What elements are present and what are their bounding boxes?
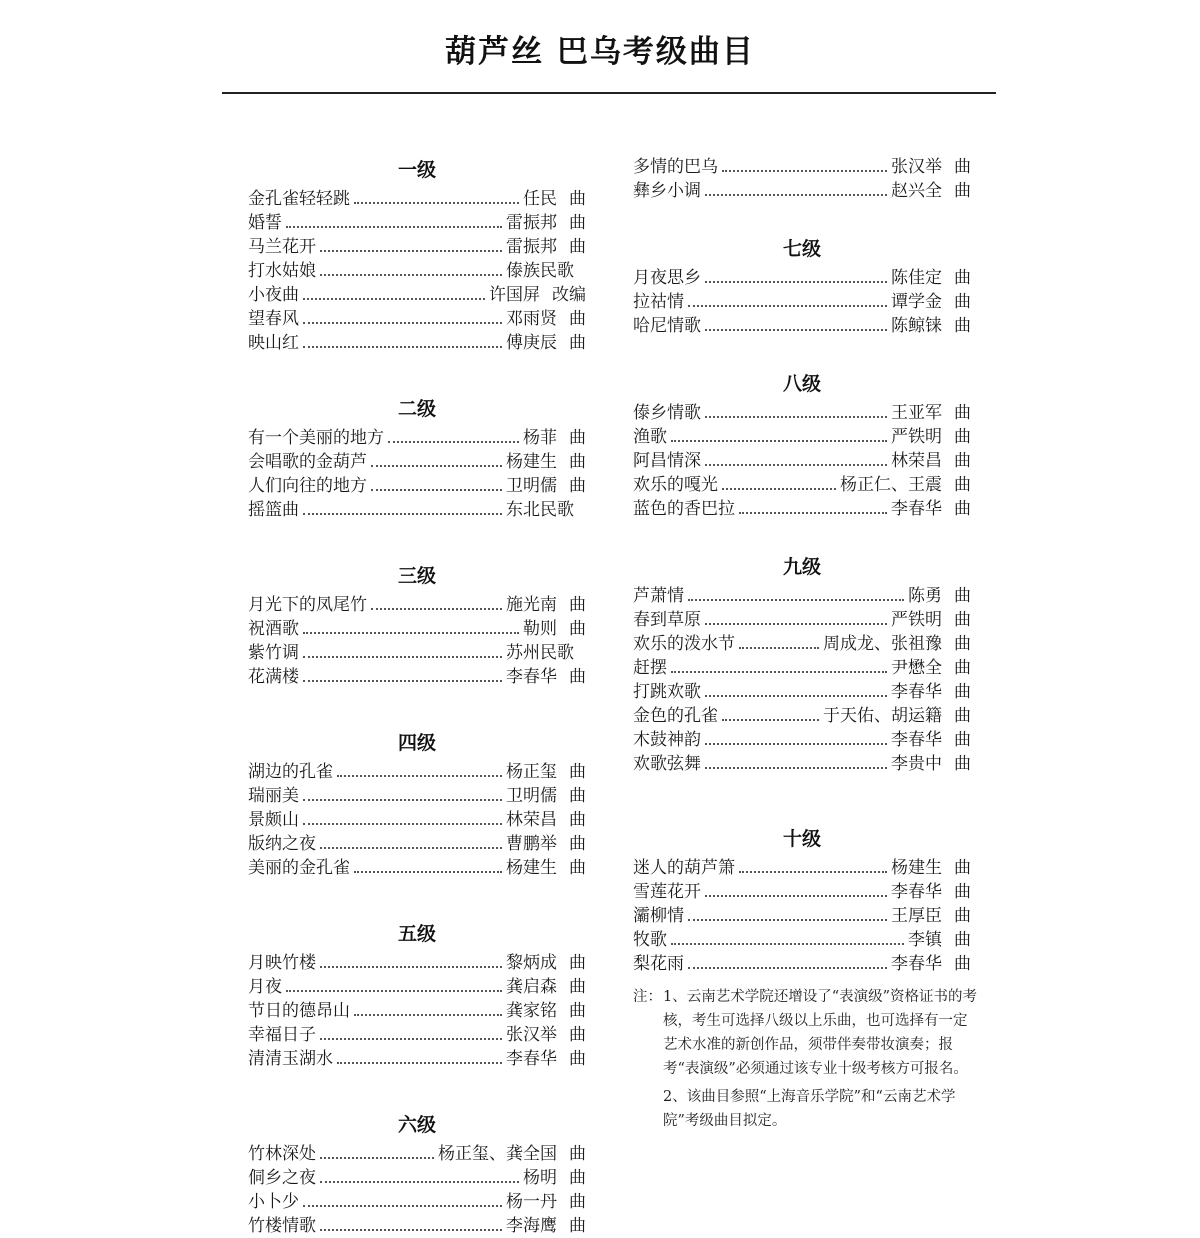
author-role: 曲	[954, 682, 971, 702]
list-item	[633, 314, 971, 338]
list-item	[633, 155, 971, 179]
piece-author: 雷振邦	[506, 237, 557, 257]
piece-author: 杨菲	[523, 428, 557, 448]
list-item	[633, 952, 971, 976]
dot-leader	[705, 767, 887, 769]
dot-leader	[739, 647, 819, 649]
piece-author: 杨建生	[891, 858, 942, 878]
list-item	[633, 656, 971, 680]
list-item	[248, 1142, 586, 1166]
dot-leader	[739, 871, 887, 873]
author-role: 曲	[954, 475, 971, 495]
list-item	[633, 179, 971, 203]
list-item	[248, 331, 586, 355]
dot-leader	[303, 632, 519, 634]
dot-leader	[688, 967, 887, 969]
author-role: 曲	[569, 1025, 586, 1045]
piece-author: 施光南	[506, 595, 557, 615]
piece-author: 龚启森	[506, 977, 557, 997]
list-item	[633, 856, 971, 880]
piece-author: 李春华	[891, 682, 942, 702]
author-role: 曲	[569, 619, 586, 639]
dot-leader	[705, 464, 887, 466]
piece-author: 李镇	[908, 930, 942, 950]
author-role: 曲	[569, 237, 586, 257]
piece-author: 许国屏	[489, 285, 540, 305]
grade-heading: 五级	[397, 923, 436, 945]
piece-author: 杨建生	[506, 452, 557, 472]
list-item	[248, 593, 586, 617]
dot-leader	[705, 695, 887, 697]
piece-title: 打跳欢歌	[633, 682, 701, 702]
piece-author: 林荣昌	[891, 451, 942, 471]
piece-title: 多情的巴乌	[633, 157, 718, 177]
list-item	[248, 1047, 586, 1071]
piece-title: 小夜曲	[248, 285, 299, 305]
dot-leader	[671, 440, 887, 442]
piece-author: 杨正玺	[506, 762, 557, 782]
dot-leader	[320, 250, 502, 252]
author-role: 曲	[569, 786, 586, 806]
author-role: 曲	[569, 977, 586, 997]
list-item	[248, 426, 586, 450]
list-item	[248, 856, 586, 880]
piece-title: 会唱歌的金葫芦	[248, 452, 367, 472]
dot-leader	[739, 512, 887, 514]
author-role: 曲	[569, 1168, 586, 1188]
author-role: 曲	[954, 292, 971, 312]
piece-author: 王厚臣	[891, 906, 942, 926]
grade-heading: 一级	[397, 159, 436, 181]
author-role: 曲	[954, 930, 971, 950]
author-role: 曲	[954, 586, 971, 606]
piece-title: 有一个美丽的地方	[248, 428, 384, 448]
dot-leader	[705, 895, 887, 897]
piece-title: 小卜少	[248, 1192, 299, 1212]
dot-leader	[320, 847, 502, 849]
dot-leader	[320, 1229, 502, 1231]
list-item	[248, 999, 586, 1023]
list-item	[248, 259, 586, 283]
dot-leader	[705, 743, 887, 745]
dot-leader	[722, 170, 887, 172]
author-role: 曲	[954, 427, 971, 447]
list-item	[248, 474, 586, 498]
dot-leader	[671, 671, 887, 673]
piece-title: 哈尼情歌	[633, 316, 701, 336]
list-item	[248, 211, 586, 235]
dot-leader	[705, 416, 887, 418]
author-role: 曲	[569, 953, 586, 973]
piece-title: 打水姑娘	[248, 261, 316, 281]
dot-leader	[320, 1181, 519, 1183]
dot-leader	[320, 274, 502, 276]
dot-leader	[303, 298, 485, 300]
piece-title: 牧歌	[633, 930, 667, 950]
piece-title: 人们向往的地方	[248, 476, 367, 496]
grade-heading: 六级	[397, 1114, 436, 1136]
list-item	[248, 951, 586, 975]
list-item	[248, 617, 586, 641]
piece-author: 王亚军	[891, 403, 942, 423]
author-role: 曲	[954, 403, 971, 423]
list-item	[248, 498, 586, 522]
list-item	[248, 665, 586, 689]
piece-title: 月夜思乡	[633, 268, 701, 288]
piece-title: 蓝色的香巴拉	[633, 499, 735, 519]
author-role: 曲	[569, 1049, 586, 1069]
piece-author: 杨正玺、龚全国	[438, 1144, 557, 1164]
author-role: 曲	[569, 428, 586, 448]
piece-author: 卫明儒	[506, 786, 557, 806]
piece-title: 望春风	[248, 309, 299, 329]
dot-leader	[388, 441, 519, 443]
left-column	[248, 155, 586, 1238]
piece-title: 彝乡小调	[633, 181, 701, 201]
author-role: 曲	[569, 213, 586, 233]
author-role: 曲	[569, 810, 586, 830]
dot-leader	[286, 226, 502, 228]
dot-leader	[705, 329, 887, 331]
piece-title: 阿昌情深	[633, 451, 701, 471]
author-role: 曲	[954, 451, 971, 471]
list-item	[633, 584, 971, 608]
piece-author: 陈鲸铼	[891, 316, 942, 336]
piece-title: 欢歌弦舞	[633, 754, 701, 774]
list-item	[633, 608, 971, 632]
piece-title: 侗乡之夜	[248, 1168, 316, 1188]
list-item	[248, 307, 586, 331]
list-item	[633, 449, 971, 473]
author-role: 曲	[954, 316, 971, 336]
list-item	[633, 752, 971, 776]
piece-title: 渔歌	[633, 427, 667, 447]
list-item	[248, 1023, 586, 1047]
list-item	[633, 632, 971, 656]
piece-author: 苏州民歌	[506, 643, 574, 663]
piece-title: 金孔雀轻轻跳	[248, 189, 350, 209]
piece-author: 于天佑、胡运籍	[823, 706, 942, 726]
piece-author: 李春华	[891, 499, 942, 519]
list-item	[248, 975, 586, 999]
dot-leader	[354, 1014, 502, 1016]
author-role: 曲	[954, 634, 971, 654]
note-prefix: 注：	[633, 989, 662, 1005]
list-item	[248, 784, 586, 808]
piece-title: 金色的孔雀	[633, 706, 718, 726]
piece-author: 李春华	[891, 730, 942, 750]
dot-leader	[688, 305, 887, 307]
piece-title: 景颇山	[248, 810, 299, 830]
dot-leader	[337, 775, 502, 777]
author-role: 曲	[569, 762, 586, 782]
piece-title: 拉祜情	[633, 292, 684, 312]
author-role: 曲	[954, 882, 971, 902]
right-column	[633, 155, 971, 976]
piece-author: 杨正仁、王震	[840, 475, 942, 495]
piece-title: 马兰花开	[248, 237, 316, 257]
piece-title: 幸福日子	[248, 1025, 316, 1045]
piece-author: 杨明	[523, 1168, 557, 1188]
author-role: 曲	[569, 1192, 586, 1212]
piece-title: 清清玉湖水	[248, 1049, 333, 1069]
piece-author: 李贵中	[891, 754, 942, 774]
author-role: 曲	[569, 189, 586, 209]
note-2: 2、该曲目参照“上海音乐学院”和“云南艺术学院”考级曲目拟定。	[663, 1089, 956, 1129]
author-role: 曲	[954, 954, 971, 974]
author-role: 曲	[954, 858, 971, 878]
page-title: 葫芦丝 巴乌考级曲目	[445, 34, 755, 70]
author-role: 曲	[954, 610, 971, 630]
dot-leader	[688, 919, 887, 921]
dot-leader	[303, 513, 502, 515]
piece-author: 曹鹏举	[506, 834, 557, 854]
author-role: 曲	[954, 754, 971, 774]
piece-title: 赶摆	[633, 658, 667, 678]
piece-author: 陈佳定	[891, 268, 942, 288]
piece-title: 芦萧情	[633, 586, 684, 606]
piece-author: 陈勇	[908, 586, 942, 606]
piece-title: 映山红	[248, 333, 299, 353]
grade-heading: 九级	[782, 556, 821, 578]
list-item	[248, 641, 586, 665]
author-role: 曲	[954, 181, 971, 201]
piece-author: 黎炳成	[506, 953, 557, 973]
piece-author: 周成龙、张祖豫	[823, 634, 942, 654]
piece-author: 张汉举	[506, 1025, 557, 1045]
piece-author: 李春华	[506, 667, 557, 687]
piece-author: 杨一丹	[506, 1192, 557, 1212]
list-item	[248, 760, 586, 784]
piece-author: 勒则	[523, 619, 557, 639]
piece-author: 李春华	[891, 882, 942, 902]
piece-title: 婚誓	[248, 213, 282, 233]
piece-title: 摇篮曲	[248, 500, 299, 520]
dot-leader	[688, 599, 904, 601]
dot-leader	[303, 1205, 502, 1207]
piece-title: 湖边的孔雀	[248, 762, 333, 782]
piece-title: 花满楼	[248, 667, 299, 687]
piece-title: 竹楼情歌	[248, 1216, 316, 1236]
piece-author: 龚家铭	[506, 1001, 557, 1021]
author-role: 曲	[954, 268, 971, 288]
author-role: 曲	[954, 706, 971, 726]
dot-leader	[354, 202, 519, 204]
piece-author: 杨建生	[506, 858, 557, 878]
dot-leader	[705, 281, 887, 283]
author-role: 曲	[569, 1144, 586, 1164]
grade-heading: 七级	[782, 238, 821, 260]
piece-title: 月映竹楼	[248, 953, 316, 973]
list-item	[633, 425, 971, 449]
piece-title: 版纳之夜	[248, 834, 316, 854]
list-item	[248, 187, 586, 211]
list-item	[633, 880, 971, 904]
list-item	[248, 1166, 586, 1190]
piece-author: 任民	[523, 189, 557, 209]
piece-author: 卫明儒	[506, 476, 557, 496]
grade-heading: 三级	[397, 565, 436, 587]
piece-author: 赵兴全	[891, 181, 942, 201]
dot-leader	[354, 871, 502, 873]
piece-author: 李海鹰	[506, 1216, 557, 1236]
piece-title: 月夜	[248, 977, 282, 997]
piece-author: 谭学金	[891, 292, 942, 312]
author-role: 曲	[569, 667, 586, 687]
dot-leader	[320, 966, 502, 968]
list-item	[248, 235, 586, 259]
piece-title: 月光下的凤尾竹	[248, 595, 367, 615]
author-role: 曲	[954, 730, 971, 750]
piece-author: 傣族民歌	[506, 261, 574, 281]
piece-title: 欢乐的泼水节	[633, 634, 735, 654]
grade-heading: 十级	[782, 828, 821, 850]
title-divider	[222, 92, 996, 94]
piece-author: 林荣昌	[506, 810, 557, 830]
piece-title: 祝酒歌	[248, 619, 299, 639]
list-item	[633, 704, 971, 728]
piece-title: 梨花雨	[633, 954, 684, 974]
dot-leader	[303, 680, 502, 682]
author-role: 曲	[569, 452, 586, 472]
piece-title: 瑞丽美	[248, 786, 299, 806]
piece-title: 灞柳情	[633, 906, 684, 926]
piece-title: 迷人的葫芦箫	[633, 858, 735, 878]
dot-leader	[722, 488, 836, 490]
dot-leader	[371, 489, 502, 491]
dot-leader	[722, 719, 819, 721]
piece-title: 春到草原	[633, 610, 701, 630]
list-item	[248, 832, 586, 856]
piece-title: 竹林深处	[248, 1144, 316, 1164]
list-item	[248, 808, 586, 832]
piece-author: 李春华	[506, 1049, 557, 1069]
dot-leader	[705, 623, 887, 625]
author-role: 曲	[569, 309, 586, 329]
author-role: 曲	[954, 906, 971, 926]
dot-leader	[671, 943, 904, 945]
author-role: 曲	[954, 658, 971, 678]
piece-author: 东北民歌	[506, 500, 574, 520]
list-item	[633, 728, 971, 752]
dot-leader	[286, 990, 502, 992]
author-role: 曲	[569, 476, 586, 496]
dot-leader	[303, 322, 502, 324]
dot-leader	[320, 1038, 502, 1040]
author-role: 曲	[569, 1001, 586, 1021]
author-role: 曲	[569, 595, 586, 615]
piece-title: 傣乡情歌	[633, 403, 701, 423]
dot-leader	[337, 1062, 502, 1064]
list-item	[633, 904, 971, 928]
dot-leader	[303, 799, 502, 801]
grade-heading: 二级	[397, 398, 436, 420]
piece-title: 木鼓神韵	[633, 730, 701, 750]
list-item	[633, 680, 971, 704]
piece-author: 严铁明	[891, 427, 942, 447]
list-item	[248, 283, 586, 307]
piece-author: 严铁明	[891, 610, 942, 630]
author-role: 曲	[569, 333, 586, 353]
list-item	[248, 1190, 586, 1214]
grade-heading: 四级	[397, 732, 436, 754]
list-item	[633, 928, 971, 952]
piece-title: 欢乐的嘎光	[633, 475, 718, 495]
author-role: 曲	[569, 858, 586, 878]
list-item	[633, 290, 971, 314]
piece-author: 李春华	[891, 954, 942, 974]
dot-leader	[303, 346, 502, 348]
piece-title: 紫竹调	[248, 643, 299, 663]
list-item	[633, 266, 971, 290]
piece-author: 雷振邦	[506, 213, 557, 233]
dot-leader	[371, 608, 502, 610]
piece-title: 雪莲花开	[633, 882, 701, 902]
dot-leader	[705, 194, 887, 196]
author-role: 曲	[569, 834, 586, 854]
piece-author: 张汉举	[891, 157, 942, 177]
dot-leader	[320, 1157, 434, 1159]
list-item	[633, 401, 971, 425]
notes	[633, 985, 978, 1133]
piece-author: 尹懋全	[891, 658, 942, 678]
piece-author: 傅庚辰	[506, 333, 557, 353]
dot-leader	[371, 465, 502, 467]
note-1: 1、云南艺术学院还增设了“表演级”资格证书的考核，考生可选择八级以上乐曲，也可选择有一定艺术水准的新创作品，须带伴奏带妆演奏；报考“表演级”必须通过该专业十级考核方可报名。	[663, 989, 978, 1077]
list-item	[633, 497, 971, 521]
piece-title: 节日的德昂山	[248, 1001, 350, 1021]
author-role: 曲	[954, 499, 971, 519]
piece-title: 美丽的金孔雀	[248, 858, 350, 878]
list-item	[633, 473, 971, 497]
dot-leader	[303, 656, 502, 658]
author-role: 曲	[569, 1216, 586, 1236]
piece-author: 邓雨贤	[506, 309, 557, 329]
list-item	[248, 1214, 586, 1238]
list-item	[248, 450, 586, 474]
author-role: 曲	[954, 157, 971, 177]
grade-heading: 八级	[782, 373, 821, 395]
author-role: 改编	[552, 285, 586, 305]
dot-leader	[303, 823, 502, 825]
